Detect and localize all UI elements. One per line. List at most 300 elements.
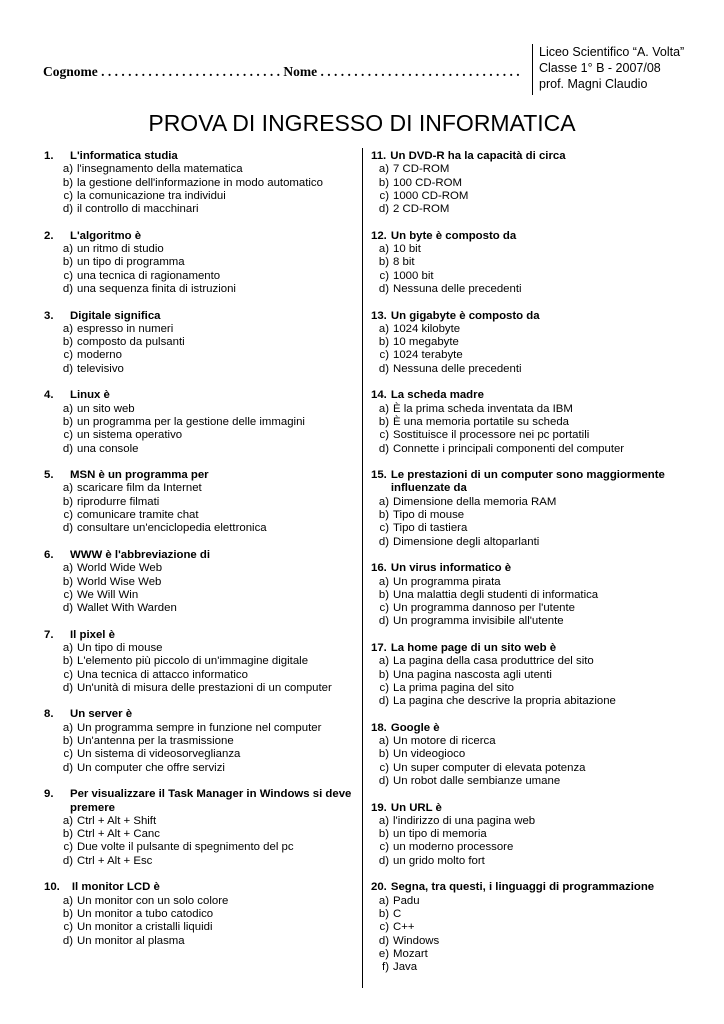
option-letter: a) (62, 402, 73, 415)
option-text: World Wise Web (77, 575, 162, 588)
answer-option (371, 615, 711, 628)
option-text: Ctrl + Alt + Canc (77, 828, 160, 841)
option-letter: c) (379, 761, 389, 774)
option-text: Sostituisce il processore nei pc portatili (393, 429, 590, 442)
option-letter: b) (378, 828, 389, 841)
option-text: Dimensione degli altoparlanti (393, 535, 540, 548)
answer-option (371, 589, 711, 602)
option-letter: d) (378, 203, 389, 216)
option-text: Ctrl + Alt + Esc (77, 854, 153, 867)
question-item (371, 802, 711, 868)
option-letter: a) (62, 562, 73, 575)
question-number: 13. (371, 309, 387, 322)
answer-option (44, 828, 374, 841)
option-letter: b) (62, 176, 73, 189)
question-header (371, 881, 711, 894)
answer-option (44, 841, 374, 854)
option-letter: a) (62, 243, 73, 256)
question-header (44, 469, 374, 482)
answer-option (44, 363, 374, 376)
answer-option (44, 190, 374, 203)
option-text: Un monitor a cristalli liquidi (77, 921, 213, 934)
question-header (371, 469, 711, 496)
option-text: Un monitor con un solo colore (77, 894, 229, 907)
option-text: È la prima scheda inventata da IBM (393, 402, 573, 415)
option-text: La pagina della casa produttrice del sito (393, 655, 594, 668)
option-text: Tipo di mouse (393, 509, 465, 522)
option-letter: a) (378, 402, 389, 415)
question-item (371, 310, 711, 376)
question-item (44, 788, 374, 868)
option-letter: b) (378, 256, 389, 269)
question-text: Un DVD-R ha la capacità di circa (390, 150, 566, 162)
option-text: Una pagina nascosta agli utenti (393, 668, 552, 681)
question-header (44, 150, 374, 163)
question-item (371, 469, 711, 549)
option-letter: e) (378, 947, 389, 960)
option-text: televisivo (77, 362, 124, 375)
option-letter: d) (62, 854, 73, 867)
answer-option (44, 815, 374, 828)
question-header (44, 310, 374, 323)
option-text: Java (393, 961, 418, 974)
option-letter: b) (378, 588, 389, 601)
option-letter: d) (378, 854, 389, 867)
answer-option (44, 163, 374, 176)
option-letter: b) (378, 176, 389, 189)
option-letter: a) (62, 482, 73, 495)
question-text: La home page di un sito web è (390, 641, 557, 654)
question-number: 2. (44, 229, 54, 242)
option-text: Windows (393, 934, 440, 947)
answer-option (371, 695, 711, 708)
option-letter: d) (62, 362, 73, 375)
question-item (371, 562, 711, 628)
answer-option (371, 815, 711, 828)
option-letter: b) (62, 655, 73, 668)
option-text: un tipo di memoria (393, 828, 487, 841)
answer-option (371, 536, 711, 549)
answer-option (44, 482, 374, 495)
question-header (371, 230, 711, 243)
option-text: È una memoria portatile su scheda (393, 415, 570, 428)
option-letter: b) (378, 668, 389, 681)
question-header (371, 310, 711, 323)
option-text: Un monitor al plasma (77, 934, 185, 947)
option-text: Un tipo di mouse (77, 641, 163, 654)
option-letter: b) (62, 415, 73, 428)
option-letter: c) (379, 349, 389, 362)
answer-option (371, 403, 711, 416)
question-number: 8. (44, 708, 54, 721)
question-number: 10. (44, 881, 60, 894)
question-text: Le prestazioni di un computer sono maggiormente influenzate da (390, 469, 665, 495)
option-text: 1000 CD-ROM (393, 189, 469, 202)
option-text: 10 megabyte (393, 336, 459, 349)
question-item (44, 881, 374, 947)
answer-option (371, 841, 711, 854)
answer-option (44, 602, 374, 615)
option-letter: a) (62, 721, 73, 734)
answer-option (371, 256, 711, 269)
question-item (44, 708, 374, 774)
option-letter: a) (378, 814, 389, 827)
option-text: Un'unità di misura delle prestazioni di un computer (77, 681, 332, 694)
option-text: C++ (393, 921, 415, 934)
option-letter: c) (63, 841, 73, 854)
option-text: Una malattia degli studenti di informatica (393, 588, 599, 601)
answer-option (44, 642, 374, 655)
question-number: 4. (44, 389, 54, 402)
question-text: L'algoritmo è (70, 229, 142, 242)
question-text: MSN è un programma per (70, 469, 209, 482)
school-info (532, 44, 684, 95)
question-text: Un byte è composto da (390, 229, 517, 242)
option-text: 1024 kilobyte (393, 322, 461, 335)
question-item (44, 629, 374, 695)
question-header (44, 549, 374, 562)
question-number: 1. (44, 150, 54, 162)
option-text: comunicare tramite chat (77, 509, 199, 522)
question-item (44, 150, 374, 216)
option-text: 10 bit (393, 243, 421, 256)
option-letter: a) (378, 495, 389, 508)
option-letter: c) (379, 429, 389, 442)
answer-option (44, 562, 374, 575)
option-text: Un programma dannoso per l'utente (393, 602, 575, 615)
option-text: Dimensione della memoria RAM (393, 495, 557, 508)
option-text: Un videogioco (393, 748, 466, 761)
question-number: 18. (371, 721, 387, 734)
answer-option (44, 323, 374, 336)
option-text: moderno (77, 349, 122, 362)
option-text: 2 CD-ROM (393, 203, 450, 216)
answer-option (371, 163, 711, 176)
option-letter: f) (382, 961, 389, 974)
option-letter: a) (62, 894, 73, 907)
option-letter: d) (378, 362, 389, 375)
answer-option (44, 443, 374, 456)
option-text: Un computer che offre servizi (77, 761, 225, 774)
answer-option (371, 243, 711, 256)
option-text: Un sistema di videosorveglianza (77, 748, 241, 761)
question-text: Un server è (70, 708, 133, 721)
option-letter: b) (62, 575, 73, 588)
option-text: Un'antenna per la trasmissione (77, 735, 234, 748)
option-letter: c) (63, 921, 73, 934)
option-text: scaricare film da Internet (77, 482, 202, 495)
option-text: World Wide Web (77, 562, 163, 575)
option-text: riprodurre filmati (77, 495, 160, 508)
answer-option (371, 908, 711, 921)
question-header (44, 708, 374, 721)
answer-option (371, 349, 711, 362)
left-question-column (44, 150, 374, 961)
option-letter: d) (62, 203, 73, 216)
option-letter: a) (378, 322, 389, 335)
question-item (371, 722, 711, 788)
option-text: Connette i principali componenti del computer (393, 442, 625, 455)
option-text: 1000 bit (393, 269, 434, 282)
answer-option (371, 270, 711, 283)
question-number: 19. (371, 801, 387, 814)
question-text: Un gigabyte è composto da (390, 309, 540, 322)
option-letter: d) (378, 774, 389, 787)
option-text: un ritmo di studio (77, 243, 164, 256)
question-text: La scheda madre (390, 389, 484, 402)
question-item (44, 230, 374, 296)
question-number: 12. (371, 229, 387, 242)
question-item (44, 469, 374, 535)
question-text: Digitale significa (70, 309, 161, 322)
question-item (371, 150, 711, 216)
answer-option (371, 948, 711, 961)
question-item (371, 642, 711, 708)
option-text: un sito web (77, 402, 135, 415)
question-number: 17. (371, 641, 387, 654)
option-text: Un robot dalle sembianze umane (393, 774, 561, 787)
answer-option (371, 855, 711, 868)
answer-option (44, 762, 374, 775)
option-letter: d) (62, 602, 73, 615)
option-letter: c) (63, 588, 73, 601)
answer-option (371, 522, 711, 535)
option-letter: c) (379, 269, 389, 282)
school-name: Liceo Scientifico “A. Volta” (539, 45, 685, 59)
answer-option (44, 522, 374, 535)
option-text: un grido molto fort (393, 854, 485, 867)
answer-option (44, 682, 374, 695)
option-letter: c) (379, 841, 389, 854)
question-number: 11. (371, 150, 387, 162)
question-text: Il monitor LCD è (71, 881, 160, 894)
answer-option (44, 589, 374, 602)
option-letter: b) (62, 256, 73, 269)
answer-option (371, 416, 711, 429)
option-text: Tipo di tastiera (393, 522, 468, 535)
option-letter: c) (63, 189, 73, 202)
option-text: 100 CD-ROM (393, 176, 462, 189)
question-header (371, 642, 711, 655)
question-header (44, 389, 374, 402)
option-text: Mozart (393, 947, 428, 960)
question-header (44, 629, 374, 642)
answer-option (371, 190, 711, 203)
question-item (44, 549, 374, 615)
answer-option (371, 443, 711, 456)
option-text: consultare un'enciclopedia elettronica (77, 522, 267, 535)
answer-option (44, 935, 374, 948)
option-letter: c) (379, 189, 389, 202)
answer-option (371, 735, 711, 748)
question-number: 7. (44, 628, 54, 641)
question-header (371, 802, 711, 815)
answer-option (371, 748, 711, 761)
option-letter: c) (379, 681, 389, 694)
option-text: Un programma invisibile all'utente (393, 615, 564, 628)
option-text: una console (77, 442, 139, 455)
option-text: Nessuna delle precedenti (393, 282, 522, 295)
question-header (44, 881, 374, 894)
option-letter: d) (62, 442, 73, 455)
answer-option (44, 908, 374, 921)
question-number: 15. (371, 469, 387, 482)
answer-option (44, 655, 374, 668)
question-number: 20. (371, 881, 387, 894)
question-text: Google è (390, 721, 440, 734)
answer-option (371, 961, 711, 974)
answer-option (44, 855, 374, 868)
option-text: Un super computer di elevata potenza (393, 761, 586, 774)
answer-option (44, 496, 374, 509)
option-text: l'insegnamento della matematica (77, 163, 243, 176)
option-letter: b) (62, 735, 73, 748)
question-text: L'informatica studia (70, 150, 178, 162)
option-letter: b) (62, 336, 73, 349)
answer-option (44, 429, 374, 442)
option-text: La prima pagina del sito (393, 681, 514, 694)
option-text: Un monitor a tubo catodico (77, 907, 214, 920)
option-text: un tipo di programma (77, 256, 185, 269)
option-text: La pagina che descrive la propria abitazione (393, 695, 616, 708)
question-item (44, 310, 374, 376)
option-text: 1024 terabyte (393, 349, 463, 362)
answer-option (371, 602, 711, 615)
option-text: il controllo di macchinari (77, 203, 199, 216)
question-item (371, 230, 711, 296)
answer-option (44, 403, 374, 416)
answer-option (44, 895, 374, 908)
option-letter: d) (62, 934, 73, 947)
option-letter: c) (379, 921, 389, 934)
option-letter: b) (62, 495, 73, 508)
question-number: 3. (44, 309, 54, 322)
answer-option (44, 921, 374, 934)
option-letter: c) (63, 429, 73, 442)
option-text: un programma per la gestione delle immagini (77, 415, 305, 428)
answer-option (44, 576, 374, 589)
option-text: C (393, 907, 402, 920)
answer-option (44, 243, 374, 256)
answer-option (44, 722, 374, 735)
option-text: l'indirizzo di una pagina web (393, 814, 536, 827)
question-text: Per visualizzare il Task Manager in Windows si deve premere (70, 788, 352, 814)
teacher-name: prof. Magni Claudio (539, 77, 648, 91)
option-letter: d) (62, 681, 73, 694)
question-text: Segna, tra questi, i linguaggi di programmazione (390, 881, 655, 894)
option-letter: c) (63, 269, 73, 282)
question-item (371, 389, 711, 455)
option-text: Ctrl + Alt + Shift (77, 814, 157, 827)
question-header (371, 150, 711, 163)
answer-option (371, 682, 711, 695)
option-letter: d) (378, 282, 389, 295)
answer-option (44, 735, 374, 748)
option-text: una tecnica di ragionamento (77, 269, 221, 282)
option-letter: a) (378, 243, 389, 256)
option-text: 8 bit (393, 256, 415, 269)
option-text: Padu (393, 894, 420, 907)
option-text: 7 CD-ROM (393, 163, 450, 176)
option-letter: d) (378, 535, 389, 548)
question-number: 14. (371, 389, 387, 402)
question-header (371, 389, 711, 402)
question-text: Un virus informatico è (390, 562, 512, 575)
option-letter: a) (62, 163, 73, 176)
answer-option (371, 496, 711, 509)
option-text: composto da pulsanti (77, 336, 185, 349)
option-text: We Will Win (77, 588, 139, 601)
option-letter: c) (63, 668, 73, 681)
option-text: una sequenza finita di istruzioni (77, 282, 236, 295)
question-text: Il pixel è (70, 628, 115, 641)
option-letter: b) (62, 828, 73, 841)
answer-option (371, 762, 711, 775)
option-letter: b) (378, 336, 389, 349)
option-letter: d) (62, 522, 73, 535)
option-letter: a) (378, 575, 389, 588)
answer-option (371, 509, 711, 522)
question-text: Linux è (70, 389, 110, 402)
answer-option (44, 336, 374, 349)
option-text: un moderno processore (393, 841, 514, 854)
answer-option (44, 283, 374, 296)
option-text: Un programma sempre in funzione nel computer (77, 721, 322, 734)
answer-option (44, 349, 374, 362)
answer-option (371, 935, 711, 948)
option-letter: b) (378, 509, 389, 522)
answer-option (44, 203, 374, 216)
question-number: 5. (44, 469, 54, 482)
option-text: Wallet With Warden (77, 602, 177, 615)
answer-option (371, 669, 711, 682)
answer-option (371, 203, 711, 216)
option-letter: a) (378, 735, 389, 748)
option-text: un sistema operativo (77, 429, 183, 442)
option-text: Un programma pirata (393, 575, 501, 588)
option-letter: a) (378, 655, 389, 668)
option-letter: b) (62, 907, 73, 920)
question-item (44, 389, 374, 455)
answer-option (44, 177, 374, 190)
answer-option (44, 509, 374, 522)
answer-option (371, 429, 711, 442)
option-letter: d) (378, 442, 389, 455)
page-title: PROVA DI INGRESSO DI INFORMATICA (148, 110, 576, 136)
option-letter: c) (63, 349, 73, 362)
option-text: la gestione dell'informazione in modo automatico (77, 176, 323, 189)
answer-option (371, 323, 711, 336)
question-text: WWW è l'abbreviazione di (70, 548, 211, 561)
option-letter: c) (379, 602, 389, 615)
answer-option (44, 270, 374, 283)
answer-option (371, 775, 711, 788)
answer-option (371, 363, 711, 376)
option-text: Due volte il pulsante di spegnimento del pc (77, 841, 294, 854)
option-text: espresso in numeri (77, 322, 174, 335)
answer-option (371, 177, 711, 190)
option-text: Una tecnica di attacco informatico (77, 668, 248, 681)
answer-option (371, 283, 711, 296)
option-letter: b) (378, 907, 389, 920)
answer-option (371, 655, 711, 668)
option-letter: d) (378, 934, 389, 947)
option-text: Nessuna delle precedenti (393, 362, 522, 375)
option-letter: c) (63, 509, 73, 522)
answer-option (371, 895, 711, 908)
question-number: 9. (44, 788, 54, 801)
option-letter: a) (378, 163, 389, 176)
